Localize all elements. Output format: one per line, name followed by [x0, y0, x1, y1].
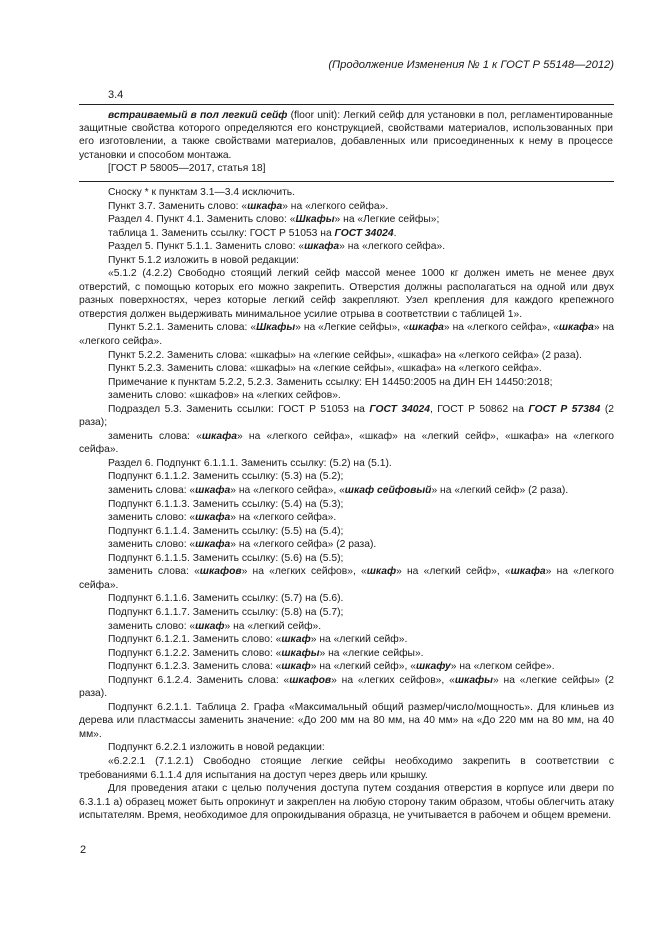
paragraph: Подпункт 6.1.1.3. Заменить ссылку: (5.4) на (5.3); [108, 498, 344, 510]
paragraph: Раздел 5. Пункт 5.1.1. Заменить слово: «шкафа» на «легкого сейфа». [108, 241, 446, 253]
paragraph: Подпункт 6.1.1.7. Заменить ссылку: (5.8) на (5.7); [108, 606, 344, 618]
paragraph: Раздел 6. Подпункт 6.1.1.1. Заменить ссылку: (5.2) на (5.1). [108, 457, 392, 469]
definition-box [79, 104, 614, 182]
paragraph: Подпункт 6.1.2.2. Заменить слово: «шкафы» на «легкие сейфы». [108, 647, 424, 659]
paragraph: Пункт 5.2.3. Заменить слова: «шкафы» на «легкие сейфы», «шкафа» на «легкого сейфа». [108, 363, 542, 375]
definition-source: [ГОСТ Р 58005—2017, статья 18] [108, 162, 266, 174]
paragraph: Для проведения атаки с целью получения доступа путем создания отверстия в корпусе или двери по 6.3.1.1 а) образец может быть опрокинут и закреплен на любую сторону таким образом, чтобы облегчить атаку испытателям. Время, необходимое для опрокидывания образца, не учитывается в рабочем и общем времени. [79, 783, 614, 822]
section-number: 3.4 [108, 89, 124, 101]
paragraph: заменить слово: «шкафа» на «легкого сейфа». [108, 512, 337, 524]
paragraph: Пункт 5.2.1. Заменить слова: «Шкафы» на «Легкие сейфы», «шкафа» на «легкого сейфа», «шкафа» на «легкого сейфа». [79, 322, 614, 348]
paragraph: Подпункт 6.1.1.6. Заменить ссылку: (5.7) на (5.6). [108, 593, 344, 605]
paragraph: заменить слово: «шкафов» на «легких сейфов». [108, 390, 341, 402]
paragraph: Подпункт 6.1.1.2. Заменить ссылку: (5.3) на (5.2); [108, 471, 344, 483]
paragraph: Пункт 5.1.2 изложить в новой редакции: [108, 254, 300, 266]
paragraph: «6.2.2.1 (7.1.2.1) Свободно стоящие легкие сейфы необходимо закрепить в соответствии с требованиями 6.1.1.4 для испытания на доступ через дверь или крышку. [79, 755, 614, 781]
paragraph: заменить слово: «шкафа» на «легкого сейфа» (2 раза). [108, 539, 377, 551]
paragraph: Подпункт 6.1.1.5. Заменить ссылку: (5.6) на (5.5); [108, 552, 344, 564]
paragraph: Подпункт 6.2.1.1. Таблица 2. Графа «Максимальный общий размер/число/мощность». Для клиньев из дерева или пластмассы заменить значение: «До 200 мм на 80 мм, на 40 мм» на «До 220 мм на 80 мм, на 40 мм». [79, 701, 614, 740]
paragraph: заменить слова: «шкафа» на «легкого сейфа», «шкаф» на «легкий сейф», «шкафа» на «легкого сейфа». [79, 430, 614, 456]
paragraph: Примечание к пунктам 5.2.2, 5.2.3. Заменить ссылку: ЕН 14450:2005 на ДИН ЕН 14450:2018; [108, 376, 553, 388]
paragraph: Пункт 5.2.2. Заменить слова: «шкафы» на «легкие сейфы», «шкафа» на «легкого сейфа» (2 раза). [108, 349, 582, 361]
paragraph: заменить слова: «шкафов» на «легких сейфов», «шкаф» на «легкий сейф», «шкафа» на «легкого сейфа». [79, 566, 614, 591]
paragraph: Подпункт 6.1.2.1. Заменить слово: «шкаф» на «легкий сейф». [108, 634, 408, 646]
paragraph: Пункт 3.7. Заменить слово: «шкафа» на «легкого сейфа». [108, 200, 389, 212]
continuation-header: (Продолжение Изменения № 1 к ГОСТ Р 55148—2012) [328, 59, 614, 71]
paragraph: Подпункт 6.2.2.1 изложить в новой редакции: [108, 742, 325, 754]
paragraph: Подраздел 5.3. Заменить ссылки: ГОСТ Р 51053 на ГОСТ 34024, ГОСТ Р 50862 на ГОСТ Р 57384 (2 раза); [79, 403, 614, 429]
paragraph: Сноску * к пунктам 3.1—3.4 исключить. [108, 187, 296, 198]
paragraph: Раздел 4. Пункт 4.1. Заменить слово: «Шкафы» на «Легкие сейфы»; [108, 214, 440, 226]
definition-text: : Легкий сейф для установки в пол, регламентированные защитные свойства которого определяются его конструкцией, свойствами материалов, использованных при его изготовлении, а также свойствами материалов, добавленных или присоединенных к нему в процессе установки и способом монтажа. [79, 110, 613, 161]
paragraph: Подпункт 6.1.2.4. Заменить слова: «шкафов» на «легких сейфов», «шкафы» на «легкие сейфы» (2 раза). [79, 674, 614, 700]
definition-term: встраиваемый в пол легкий сейф [108, 110, 288, 121]
paragraph: «5.1.2 (4.2.2) Свободно стоящий легкий сейф массой менее 1000 кг должен иметь не менее двух отверстий, с помощью которых его можно закрепить. Отверстия должны располагаться на одной или двух разных поверхностях, через которые легкий сейф закрепляют. Узел крепления для каждого крепежного отверстия должен выдерживать минимальное усилие отрыва в соответствии с таблицей 1». [79, 268, 614, 320]
paragraph: Подпункт 6.1.1.4. Заменить ссылку: (5.5) на (5.4); [108, 525, 344, 537]
page-number: 2 [80, 844, 87, 856]
paragraph: заменить слова: «шкафа» на «легкого сейфа», «шкаф сейфовый» на «легкий сейф» (2 раза). [108, 485, 569, 497]
definition-term-en: (floor unit) [290, 110, 338, 121]
definition-paragraph [79, 109, 613, 162]
paragraph: Подпункт 6.1.2.3. Заменить слова: «шкаф» на «легкий сейф», «шкафу» на «легком сейфе». [108, 661, 555, 673]
amendment-body [79, 186, 614, 823]
paragraph: таблица 1. Заменить ссылку: ГОСТ Р 51053 на ГОСТ 34024. [108, 227, 397, 239]
paragraph: заменить слово: «шкаф» на «легкий сейф». [108, 620, 322, 632]
